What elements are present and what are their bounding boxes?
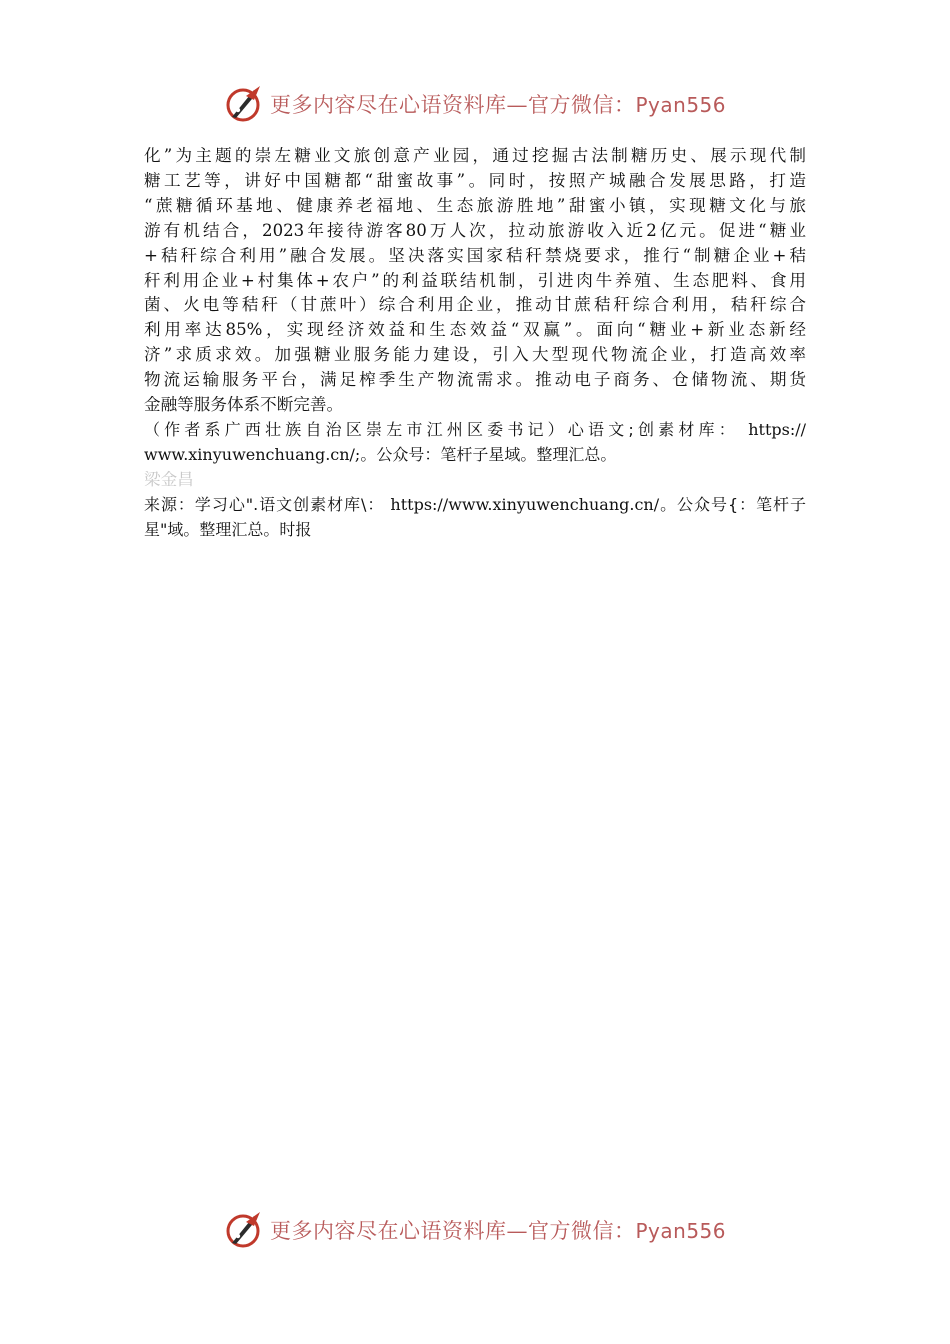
- author-url-part-1[interactable]: https://: [748, 419, 806, 439]
- author-url-part-2[interactable]: www.xinyuwenchuang.cn/;: [144, 444, 361, 464]
- paragraph-line: “蔗糖循环基地、健康养老福地、生态旅游胜地”甜蜜小镇，实现糖文化与旅: [144, 195, 806, 215]
- paragraph-line: 物流运输服务平台，满足榨季生产物流需求。推动电子商务、仓储物流、期货: [144, 370, 806, 390]
- paragraph-line: 化”为主题的崇左糖业文旅创意产业园，通过挖掘古法制糖历史、展示现代制: [144, 146, 806, 165]
- paragraph-line: 菌、火电等秸秆（甘蔗叶）综合利用企业，推动甘蔗秸秆综合利用，秸秆综合: [144, 295, 806, 315]
- main-paragraph: [144, 144, 806, 418]
- quill-logo-icon: [224, 1210, 264, 1250]
- source-note: [144, 493, 806, 543]
- footer-watermark: [0, 1208, 950, 1252]
- author-line-2: www.xinyuwenchuang.cn/;。公众号：笔杆子星域。整理汇总。: [144, 444, 617, 464]
- source-line-2: 星"域。整理汇总。时报: [144, 519, 312, 539]
- paragraph-line: 金融等服务体系不断完善。: [144, 395, 344, 415]
- author-name-faded: 梁金昌: [144, 469, 194, 489]
- author-note: [144, 418, 806, 468]
- header-watermark-id: Pyan556: [635, 93, 726, 117]
- footer-watermark-id: Pyan556: [635, 1219, 726, 1243]
- quill-logo-icon: [224, 84, 264, 124]
- footer-watermark-text: 更多内容尽在心语资料库—官方微信：Pyan556: [269, 1219, 726, 1243]
- header-watermark-text: 更多内容尽在心语资料库—官方微信：Pyan556: [269, 93, 726, 117]
- paragraph-line: 利用率达85%，实现经济效益和生态效益“双赢”。面向“糖业+新业态新经: [144, 320, 806, 340]
- author-line-1: （作者系广西壮族自治区崇左市江州区委书记）心语文;创素材库： https://: [144, 419, 806, 439]
- paragraph-line: +秸秆综合利用”融合发展。坚决落实国家秸秆禁烧要求，推行“制糖企业+秸: [144, 245, 806, 265]
- header-watermark: [0, 82, 950, 126]
- paragraph-line: 秆利用企业+村集体+农户”的利益联结机制，引进肉牛养殖、生态肥料、食用: [144, 270, 806, 290]
- paragraph-line: 济”求质求效。加强糖业服务能力建设，引入大型现代物流企业，打造高效率: [144, 345, 806, 365]
- source-line-1: 来源：学习心".语文创素材库\： https://www.xinyuwenchuang.cn/。公众号{：笔杆子: [144, 494, 806, 514]
- document-body: [144, 144, 806, 543]
- source-url[interactable]: https://www.xinyuwenchuang.cn/: [390, 494, 660, 514]
- paragraph-line: 游有机结合，2023年接待游客80万人次，拉动旅游收入近2亿元。促进“糖业: [144, 220, 806, 240]
- paragraph-line: 糖工艺等，讲好中国糖都“甜蜜故事”。同时，按照产城融合发展思路，打造: [144, 170, 806, 190]
